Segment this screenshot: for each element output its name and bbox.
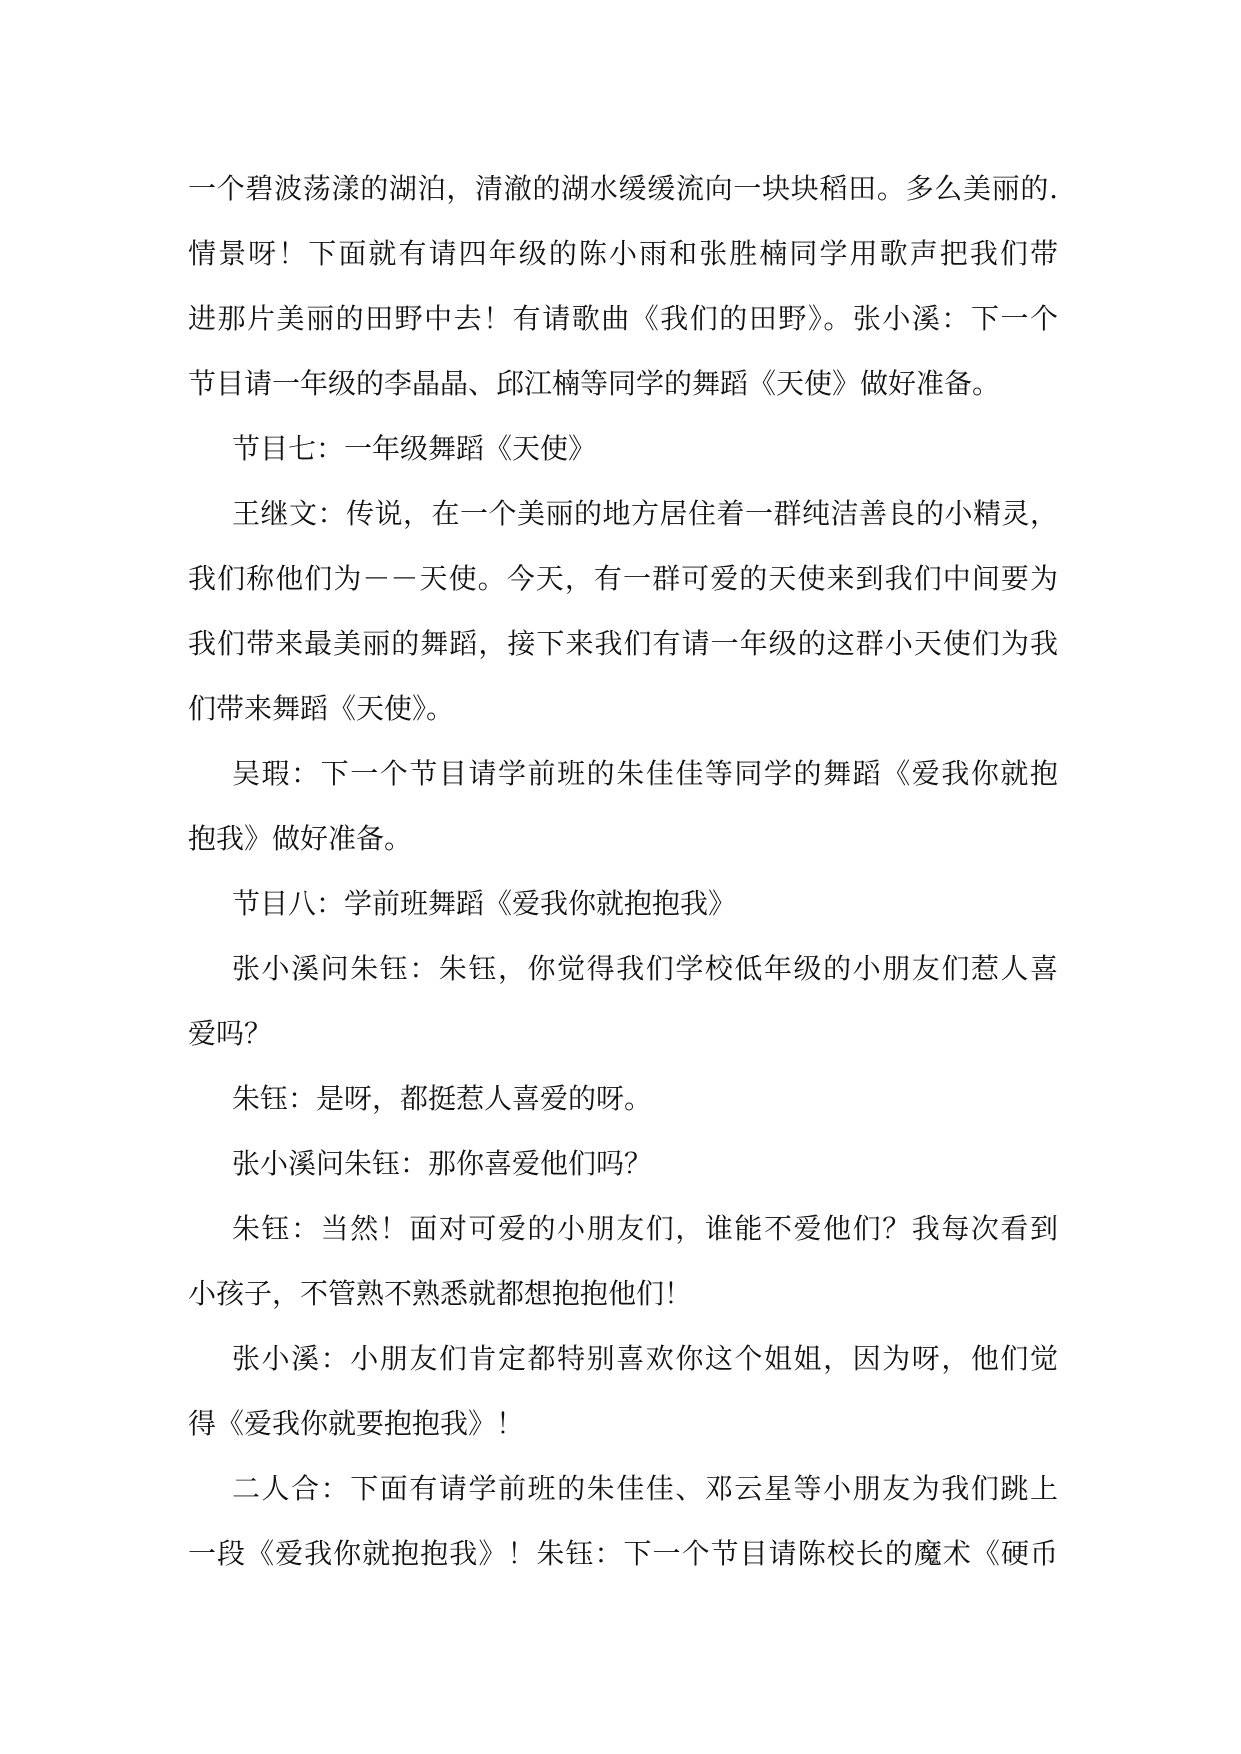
text-line: 一个碧波荡漾的湖泊，清澈的湖水缓缓流向一块块稻田。多么美丽的. <box>188 172 1058 205</box>
text-line: 小孩子，不管熟不熟悉就都想抱抱他们！ <box>188 1277 693 1310</box>
text-line: 得《爱我你就要抱抱我》！ <box>188 1407 525 1440</box>
text-line: 情景呀！下面就有请四年级的陈小雨和张胜楠同学用歌声把我们带 <box>188 237 1058 270</box>
text-line: 我们带来最美丽的舞蹈，接下来我们有请一年级的这群小天使们为我 <box>188 627 1058 660</box>
document-body <box>188 156 1058 1586</box>
text-line: 爱吗？ <box>188 1017 273 1050</box>
text-line: 张小溪：小朋友们肯定都特别喜欢你这个姐姐，因为呀，他们觉 <box>232 1342 1058 1375</box>
text-line: 张小溪问朱钰：那你喜爱他们吗？ <box>232 1147 653 1180</box>
text-line: 吴瑕：下一个节目请学前班的朱佳佳等同学的舞蹈《爱我你就抱 <box>232 757 1058 790</box>
text-line: 节目请一年级的李晶晶、邱江楠等同学的舞蹈《天使》做好准备。 <box>188 367 1001 400</box>
text-line: 朱钰：是呀，都挺惹人喜爱的呀。 <box>232 1082 653 1115</box>
text-line: 进那片美丽的田野中去！有请歌曲《我们的田野》。张小溪：下一个 <box>188 302 1058 335</box>
section-heading: 节目七：一年级舞蹈《天使》 <box>232 432 597 465</box>
text-line: 二人合：下面有请学前班的朱佳佳、邓云星等小朋友为我们跳上 <box>232 1472 1058 1505</box>
text-line: 抱我》做好准备。 <box>188 822 413 855</box>
text-line: 我们称他们为－－天使。今天，有一群可爱的天使来到我们中间要为 <box>188 562 1058 595</box>
text-line: 朱钰：当然！面对可爱的小朋友们，谁能不爱他们？我每次看到 <box>232 1212 1058 1245</box>
text-line: 一段《爱我你就抱抱我》！朱钰：下一个节目请陈校长的魔术《硬币 <box>188 1537 1058 1570</box>
section-heading: 节目八：学前班舞蹈《爱我你就抱抱我》 <box>232 887 737 920</box>
text-line: 们带来舞蹈《天使》。 <box>188 692 455 725</box>
text-line: 王继文：传说，在一个美丽的地方居住着一群纯洁善良的小精灵， <box>232 497 1058 530</box>
text-line: 张小溪问朱钰：朱钰，你觉得我们学校低年级的小朋友们惹人喜 <box>232 952 1058 985</box>
